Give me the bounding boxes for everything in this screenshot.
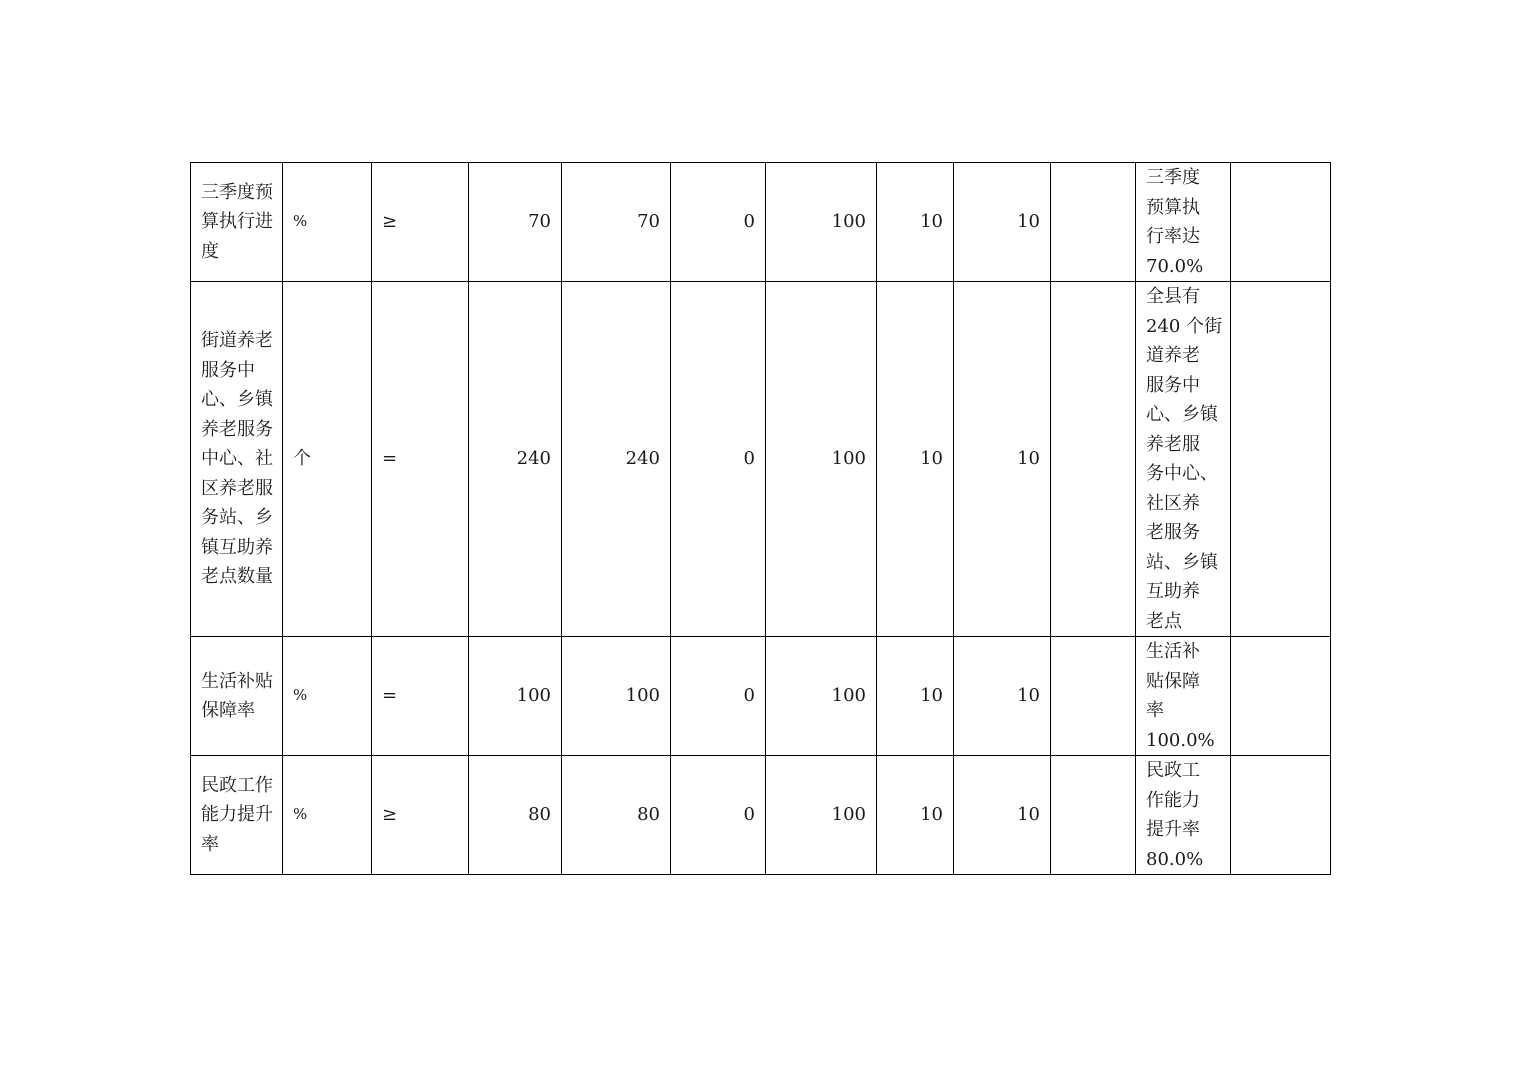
score-value: 10 <box>954 282 1051 637</box>
deduction-cell <box>1051 637 1136 756</box>
deviation-value: 0 <box>671 637 766 756</box>
indicator-unit: % <box>283 163 372 282</box>
note-cell: 生活补 贴保障 率 100.0% <box>1136 637 1231 756</box>
target-value: 240 <box>469 282 562 637</box>
indicator-name: 街道养老服务中心、乡镇养老服务中心、社区养老服务站、乡镇互助养老点数量 <box>191 282 283 637</box>
target-value: 80 <box>469 756 562 875</box>
table-row <box>191 163 1331 282</box>
deviation-value: 0 <box>671 163 766 282</box>
deviation-value: 0 <box>671 756 766 875</box>
table-row <box>191 637 1331 756</box>
deduction-cell <box>1051 282 1136 637</box>
score-value: 10 <box>954 756 1051 875</box>
table-row <box>191 282 1331 637</box>
deviation-value: 0 <box>671 282 766 637</box>
actual-value: 80 <box>562 756 671 875</box>
comparison-operator: ≥ <box>372 756 469 875</box>
indicator-unit: 个 <box>283 282 372 637</box>
actual-value: 240 <box>562 282 671 637</box>
table-row <box>191 756 1331 875</box>
completion-rate: 100 <box>766 637 877 756</box>
weight-value: 10 <box>877 756 954 875</box>
actual-value: 100 <box>562 637 671 756</box>
indicator-name: 生活补贴保障率 <box>191 637 283 756</box>
indicator-unit: % <box>283 756 372 875</box>
comparison-operator: = <box>372 282 469 637</box>
indicator-unit: % <box>283 637 372 756</box>
note-cell: 民政工 作能力 提升率 80.0% <box>1136 756 1231 875</box>
deduction-cell <box>1051 163 1136 282</box>
indicator-name: 三季度预算执行进度 <box>191 163 283 282</box>
score-value: 10 <box>954 637 1051 756</box>
weight-value: 10 <box>877 637 954 756</box>
actual-value: 70 <box>562 163 671 282</box>
comparison-operator: = <box>372 637 469 756</box>
weight-value: 10 <box>877 163 954 282</box>
weight-value: 10 <box>877 282 954 637</box>
extra-cell <box>1231 637 1331 756</box>
indicator-name: 民政工作能力提升率 <box>191 756 283 875</box>
score-value: 10 <box>954 163 1051 282</box>
completion-rate: 100 <box>766 282 877 637</box>
performance-indicator-table <box>190 162 1331 875</box>
note-cell: 三季度 预算执 行率达 70.0% <box>1136 163 1231 282</box>
extra-cell <box>1231 163 1331 282</box>
note-cell: 全县有 240 个街 道养老 服务中 心、乡镇 养老服 务中心、 社区养 老服务 站、乡镇 互助养 老点 <box>1136 282 1231 637</box>
target-value: 70 <box>469 163 562 282</box>
completion-rate: 100 <box>766 163 877 282</box>
extra-cell <box>1231 282 1331 637</box>
deduction-cell <box>1051 756 1136 875</box>
comparison-operator: ≥ <box>372 163 469 282</box>
target-value: 100 <box>469 637 562 756</box>
completion-rate: 100 <box>766 756 877 875</box>
extra-cell <box>1231 756 1331 875</box>
